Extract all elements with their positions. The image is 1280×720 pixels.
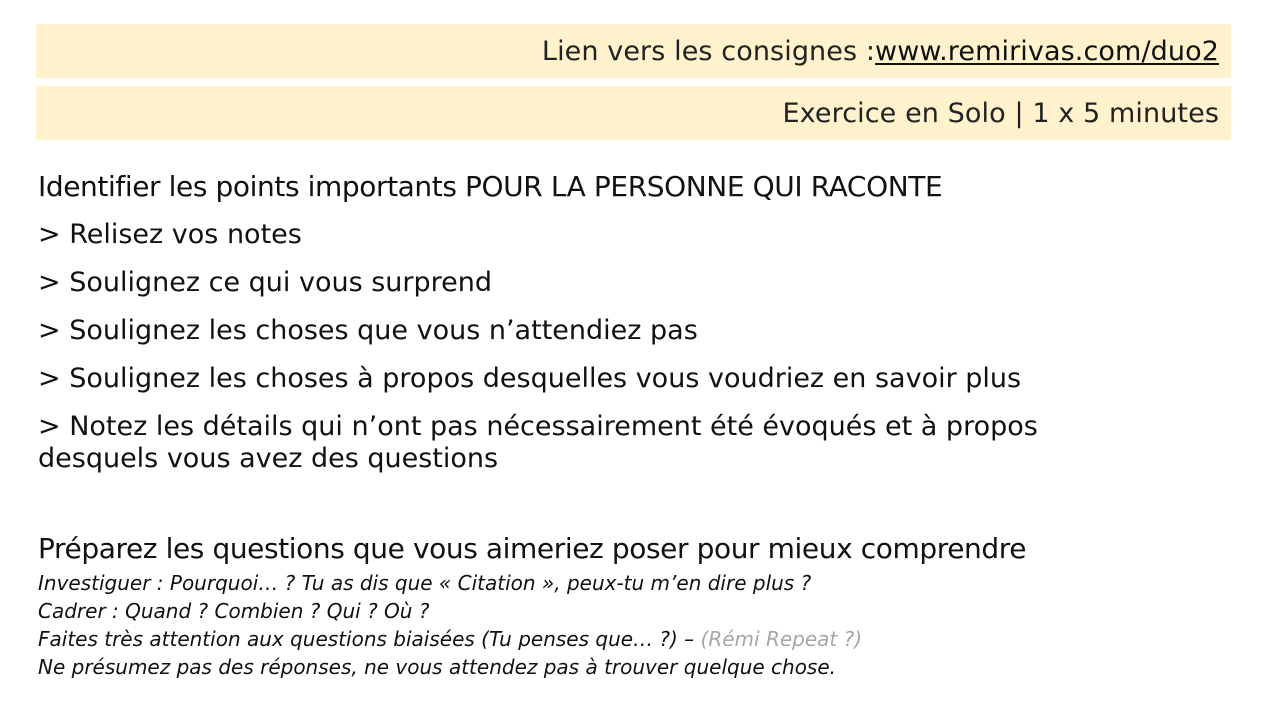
section-questions	[38, 532, 1238, 681]
section-important-points	[38, 170, 1238, 475]
question-line: Cadrer : Quand ? Combien ? Qui ? Où ?	[38, 599, 430, 623]
list-item: > Relisez vos notes	[38, 219, 302, 250]
bullet-list	[38, 219, 1238, 475]
question-line: Investiguer : Pourquoi… ? Tu as dis que « Citation », peux-tu m’en dire plus ?	[38, 571, 812, 595]
list-item: > Soulignez ce qui vous surprend	[38, 267, 493, 298]
section-heading: Identifier les points importants POUR LA PERSONNE QUI RACONTE	[38, 170, 943, 203]
exercise-info: Exercice en Solo | 1 x 5 minutes	[782, 97, 1219, 129]
remi-repeat-aside: (Rémi Repeat ?)	[700, 627, 863, 651]
exercise-banner	[36, 86, 1231, 140]
instructions-link-prefix: Lien vers les consignes :	[541, 35, 876, 67]
section-heading: Préparez les questions que vous aimeriez poser pour mieux comprendre	[38, 532, 1027, 565]
list-item: > Soulignez les choses à propos desquelles vous voudriez en savoir plus	[38, 363, 1022, 394]
list-item: > Notez les détails qui n’ont pas nécessairement été évoqués et à propos desquels vous avez des questions	[38, 411, 1038, 474]
question-line: Ne présumez pas des réponses, ne vous attendez pas à trouver quelque chose.	[38, 655, 837, 679]
biased-warning: Faites très attention aux questions biaisées (Tu penses que… ?) –	[38, 627, 701, 651]
instructions-link-banner	[36, 24, 1231, 78]
question-line-biased	[38, 625, 1238, 653]
instructions-link[interactable]: www.remirivas.com/duo2	[875, 35, 1219, 67]
list-item: > Soulignez les choses que vous n’attendiez pas	[38, 315, 698, 346]
